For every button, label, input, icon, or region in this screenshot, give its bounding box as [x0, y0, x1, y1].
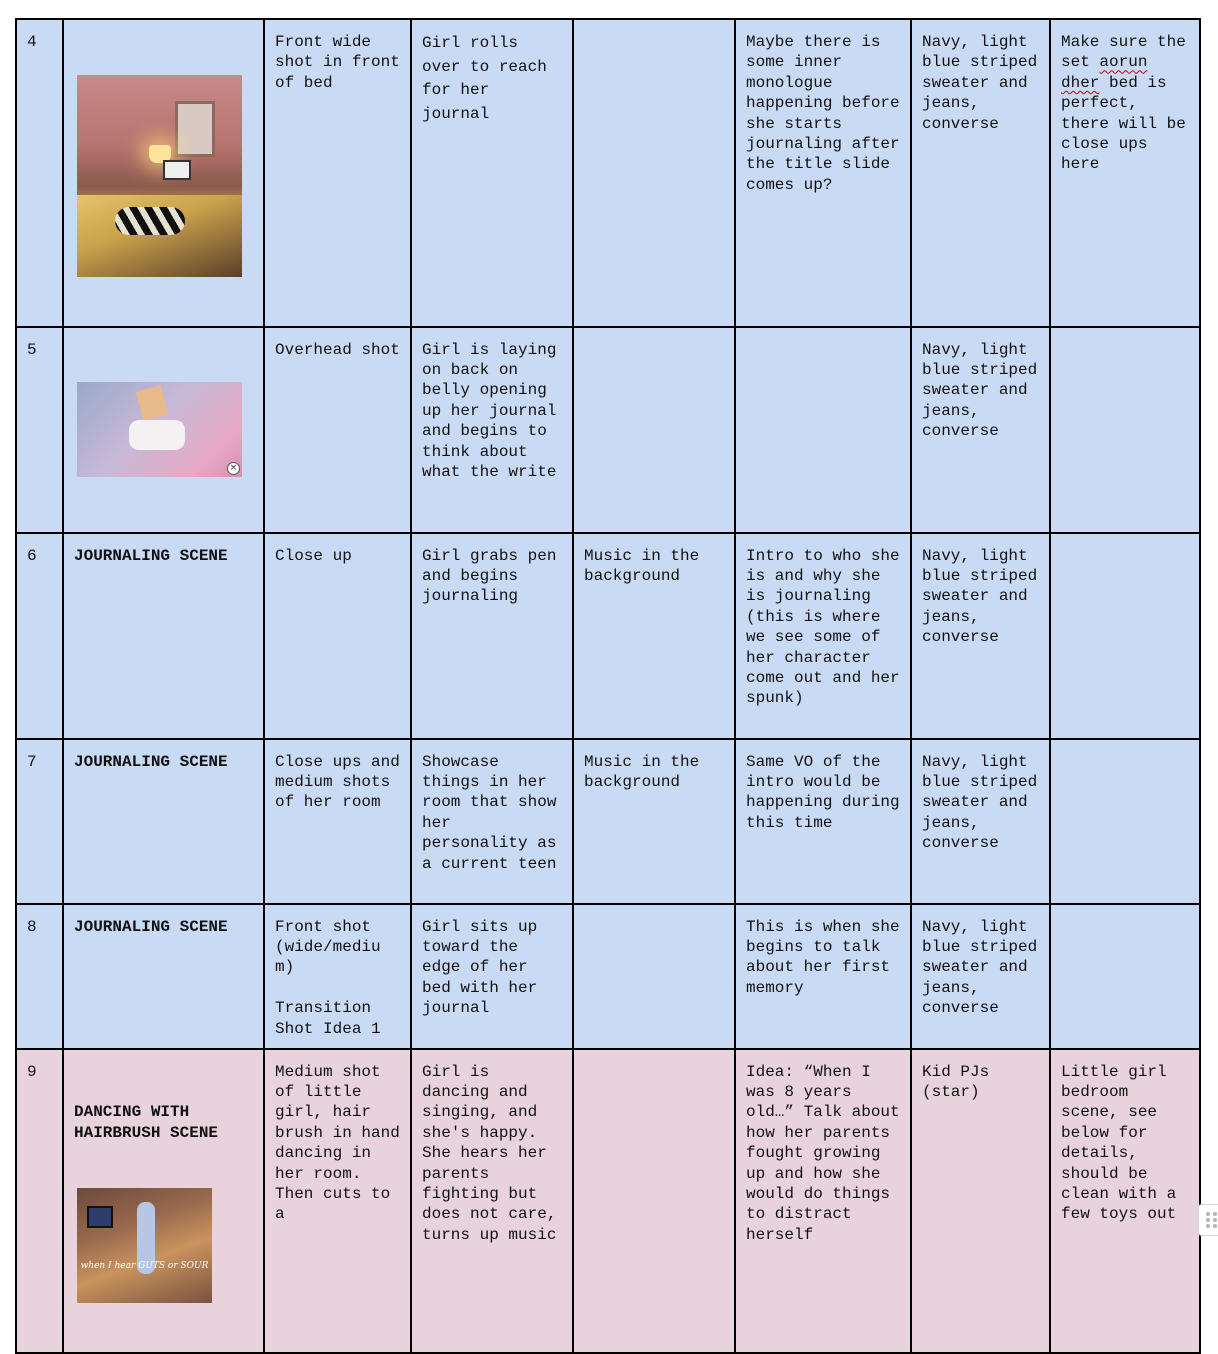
notes-text: bed is perfect, there will be close ups here	[1061, 73, 1196, 174]
action-cell[interactable]: Girl grabs pen and begins journaling	[411, 533, 573, 739]
sound-cell[interactable]	[573, 1049, 735, 1353]
shot-number[interactable]: 6	[16, 533, 63, 739]
dialogue-cell[interactable]: Idea: “When I was 8 years old…” Talk about how her parents fought growing up and how she would do things to distract herself	[735, 1049, 911, 1353]
table-row	[16, 327, 1200, 533]
dancing-girl-photo[interactable]	[77, 1188, 212, 1303]
shot-type-cell[interactable]: Close up	[264, 533, 411, 739]
shot-type-cell[interactable]: Close ups and medium shots of her room	[264, 739, 411, 904]
costume-cell[interactable]: Navy, light blue striped sweater and jeans, converse	[911, 533, 1050, 739]
sound-cell[interactable]	[573, 327, 735, 533]
notes-cell[interactable]	[1050, 19, 1200, 327]
scene-cell[interactable]	[63, 533, 264, 739]
action-cell[interactable]: Girl sits up toward the edge of her bed with her journal	[411, 904, 573, 1049]
shot-list-table	[15, 18, 1201, 1354]
scene-cell[interactable]	[63, 739, 264, 904]
sound-cell[interactable]	[573, 19, 735, 327]
dialogue-cell[interactable]	[735, 327, 911, 533]
scene-cell[interactable]	[63, 19, 264, 327]
shot-type-cell[interactable]: Overhead shot	[264, 327, 411, 533]
sound-cell[interactable]	[573, 904, 735, 1049]
costume-cell[interactable]: Navy, light blue striped sweater and jeans, converse	[911, 904, 1050, 1049]
costume-cell[interactable]: Kid PJs (star)	[911, 1049, 1050, 1353]
table-row	[16, 533, 1200, 739]
action-cell[interactable]: Showcase things in her room that show her personality as a current teen	[411, 739, 573, 904]
bedroom-wide-shot-photo[interactable]	[77, 75, 242, 277]
dialogue-cell[interactable]: Intro to who she is and why she is journaling (this is where we see some of her character come out and her spunk)	[735, 533, 911, 739]
notes-cell[interactable]: Little girl bedroom scene, see below for details, should be clean with a few toys out	[1050, 1049, 1200, 1353]
sound-cell[interactable]: Music in the background	[573, 739, 735, 904]
dialogue-cell[interactable]: This is when she begins to talk about her first memory	[735, 904, 911, 1049]
spellcheck-word[interactable]: aorun	[1099, 53, 1148, 72]
costume-cell[interactable]: Navy, light blue striped sweater and jeans, converse	[911, 739, 1050, 904]
action-cell[interactable]: Girl is dancing and singing, and she's happy. She hears her parents fighting but does not care, turns up music	[411, 1049, 573, 1353]
scene-cell[interactable]	[63, 327, 264, 533]
overhead-shot-photo[interactable]	[77, 382, 242, 477]
shot-type-cell[interactable]: Medium shot of little girl, hair brush in hand dancing in her room. Then cuts to a	[264, 1049, 411, 1353]
scene-title: DANCING WITH HAIRBRUSH SCENE	[74, 1103, 219, 1142]
sound-cell[interactable]: Music in the background	[573, 533, 735, 739]
costume-cell[interactable]: Navy, light blue striped sweater and jeans, converse	[911, 327, 1050, 533]
shot-type-cell[interactable]: Front shot (wide/mediu m) Transition Shot Idea 1	[264, 904, 411, 1049]
table-row	[16, 739, 1200, 904]
notes-cell[interactable]	[1050, 904, 1200, 1049]
shot-number[interactable]: 8	[16, 904, 63, 1049]
notes-cell[interactable]	[1050, 533, 1200, 739]
table-row	[16, 1049, 1200, 1353]
dialogue-cell[interactable]: Same VO of the intro would be happening during this time	[735, 739, 911, 904]
photo-caption: when I hear GUTS or SOUR	[80, 1261, 209, 1272]
scene-cell[interactable]	[63, 1049, 264, 1353]
notes-cell[interactable]	[1050, 327, 1200, 533]
shot-number[interactable]: 9	[16, 1049, 63, 1353]
scene-title: JOURNALING SCENE	[74, 752, 228, 771]
costume-cell[interactable]: Navy, light blue striped sweater and jeans, converse	[911, 19, 1050, 327]
notes-text	[1147, 53, 1157, 71]
table-row	[16, 904, 1200, 1049]
shot-number[interactable]: 7	[16, 739, 63, 904]
notes-cell[interactable]	[1050, 739, 1200, 904]
action-cell[interactable]: Girl is laying on back on belly opening up her journal and begins to think about what the write	[411, 327, 573, 533]
shot-number[interactable]: 5	[16, 327, 63, 533]
action-cell[interactable]: Girl rolls over to reach for her journal	[411, 19, 573, 327]
dialogue-cell[interactable]: Maybe there is some inner monologue happening before she starts journaling after the title slide comes up?	[735, 19, 911, 327]
spellcheck-word[interactable]: dher	[1061, 73, 1100, 92]
scene-title: JOURNALING SCENE	[74, 917, 228, 936]
shot-number[interactable]: 4	[16, 19, 63, 327]
close-icon[interactable]: ×	[227, 462, 240, 475]
table-row	[16, 19, 1200, 327]
scene-cell[interactable]	[63, 904, 264, 1049]
drag-handle-icon[interactable]	[1198, 1204, 1218, 1236]
notes-text: Make sure the set	[1061, 33, 1196, 72]
scene-title: JOURNALING SCENE	[74, 546, 228, 565]
shot-type-cell[interactable]: Front wide shot in front of bed	[264, 19, 411, 327]
